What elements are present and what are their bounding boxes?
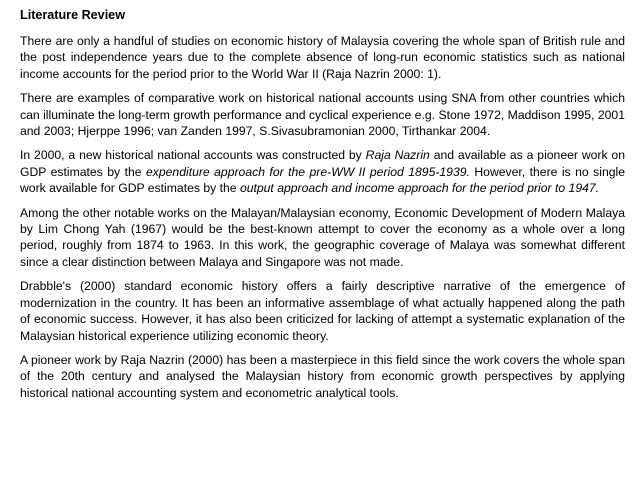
emphasized-text: expenditure approach for the pre-WW II period 1895-1939. (146, 164, 470, 179)
paragraph-text: Among the other notable works on the Malayan/Malaysian economy, Economic Development of Modern Malaya by Lim Chong Yah (1967) would be the best-known attempt to cover the economy as a whole over a long period, roughly from 1874 to 1963. In this work, the geographic coverage of Malaya was somewhat different since a clear distinction between Malaya and Singapore was not made. (20, 205, 625, 269)
paragraph-text: and available as a pioneer work on GDP estimates by the (20, 148, 625, 179)
emphasized-text: Raja Nazrin (365, 148, 430, 163)
paragraph (20, 33, 625, 82)
paragraph (20, 352, 625, 401)
paragraph (20, 278, 625, 344)
paragraph-text: In 2000, a new historical national accounts was constructed by (20, 148, 366, 163)
paragraph-text: Drabble's (2000) standard economic history offers a fairly descriptive narrative of the emergence of modernization in the country. It has been an informative assemblage of what actually happened along the path of economic success. However, it has also been criticized for lacking of attempt a systematic explanation of the Malaysian historical experience utilizing economic theory. (20, 279, 625, 343)
paragraph-text: A pioneer work by Raja Nazrin (2000) has been a masterpiece in this field since the work covers the whole span of the 20th century and analysed the Malaysian history from economic growth perspectives by applying historical national accounting system and econometric analytical tools. (20, 352, 625, 400)
emphasized-text: output approach and income approach for the period prior to 1947. (239, 181, 600, 196)
paragraph-text: There are only a handful of studies on economic history of Malaysia covering the whole span of British rule and the post independence years due to the complete absence of long-run economic statistics such as national income accounts for the period prior to the World War II (Raja Nazrin 2000: 1). (20, 34, 625, 81)
paragraph (20, 147, 625, 196)
paragraph (20, 205, 625, 271)
section-heading: Literature Review (20, 8, 125, 22)
paragraph (20, 90, 625, 139)
paragraph-text: There are examples of comparative work on historical national accounts using SNA from other countries which can illuminate the long-term growth performance and cyclical experience e.g. Stone 1972, Maddison 1995, 2001 and 2003; Hjerppe 1996; van Zanden 1997, S.Sivasubramonian 2000, Tirthankar 2004. (20, 91, 625, 139)
paragraph-list (20, 33, 625, 401)
paragraph-text: However, there is no single work available for GDP estimates by the (20, 164, 625, 196)
